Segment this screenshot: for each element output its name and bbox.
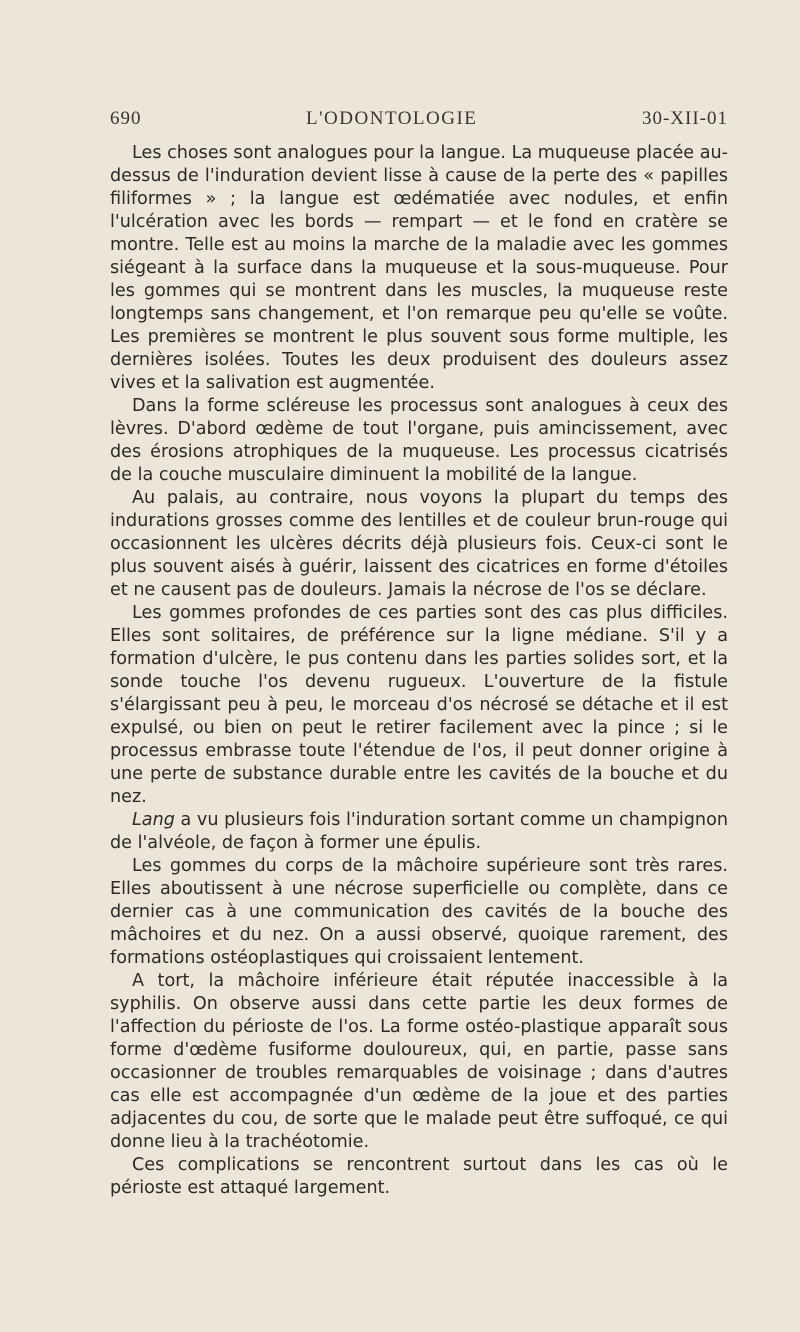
paragraph: A tort, la mâchoire inférieure était réputée inaccessible à la syphilis. On observe aussi dans cette partie les deux formes de l'affection du périoste de l'os. La forme ostéo-plastique apparaît sous forme d'œdème fusiforme douloureux, qui, en partie, passe sans occasionner de troubles remarquables de voisinage ; dans d'autres cas elle est accompagnée d'un œdème de la joue et des parties adjacentes du cou, de sorte que le malade peut être suffoqué, ce qui donne lieu à la trachéotomie. — [110, 971, 728, 1152]
issue-date: 30-XII-01 — [641, 108, 728, 129]
paragraph-text: a vu plusieurs fois l'induration sortant comme un champignon de l'alvéole, de façon à former une épulis. — [110, 810, 728, 853]
body-text — [110, 142, 728, 1200]
author-name: Lang — [132, 810, 175, 830]
paragraph: Dans la forme scléreuse les processus sont analogues à ceux des lèvres. D'abord œdème de tout l'organe, puis amincissement, avec des érosions atrophiques de la muqueuse. Les processus cicatrisés de la couche musculaire diminuent la mobilité de la langue. — [110, 396, 728, 485]
paragraph: Les gommes du corps de la mâchoire supérieure sont très rares. Elles aboutissent à une nécrose superficielle ou complète, dans ce dernier cas à une communication des cavités de la bouche des mâchoires et du nez. On a aussi observé, quoique rarement, des formations ostéoplastiques qui croissaient lentement. — [110, 856, 728, 968]
page-number: 690 — [110, 108, 142, 129]
paragraph: Au palais, au contraire, nous voyons la plupart du temps des indurations grosses comme des lentilles et de couleur brun-rouge qui occasionnent les ulcères décrits déjà plusieurs fois. Ceux-ci sont le plus souvent aisés à guérir, laissent des cicatrices en forme d'étoiles et ne causent pas de douleurs. Jamais la nécrose de l'os se déclare. — [110, 488, 728, 600]
paragraph: Ces complications se rencontrent surtout dans les cas où le périoste est attaqué largement. — [110, 1155, 728, 1198]
paragraph-lang — [110, 809, 728, 855]
paragraph: Les choses sont analogues pour la langue. La muqueuse placée au-dessus de l'induration devient lisse à cause de la perte des « papilles filiformes » ; la langue est œdématiée avec nodules, et enfin l'ulcération avec les bords — rempart — et le fond en cratère se montre. Telle est au moins la marche de la maladie avec les gommes siégeant à la surface dans la muqueuse et la sous-muqueuse. Pour les gommes qui se montrent dans les muscles, la muqueuse reste longtemps sans changement, et l'on remarque peu qu'elle se voûte. Les premières se montrent le plus souvent sous forme multiple, les dernières isolées. Toutes les deux produisent des douleurs assez vives et la salivation est augmentée. — [110, 143, 728, 393]
running-title: L'ODONTOLOGIE — [306, 108, 478, 129]
running-header — [110, 108, 728, 130]
paragraph: Les gommes profondes de ces parties sont des cas plus difficiles. Elles sont solitaires, de préférence sur la ligne médiane. S'il y a formation d'ulcère, le pus contenu dans les parties solides sort, et la sonde touche l'os devenu rugueux. L'ouverture de la fistule s'élargissant peu à peu, le morceau d'os nécrosé se détache et il est expulsé, ou bien on peut le retirer facilement avec la pince ; si le processus embrasse toute l'étendue de l'os, il peut donner origine à une perte de substance durable entre les cavités de la bouche et du nez. — [110, 603, 728, 807]
